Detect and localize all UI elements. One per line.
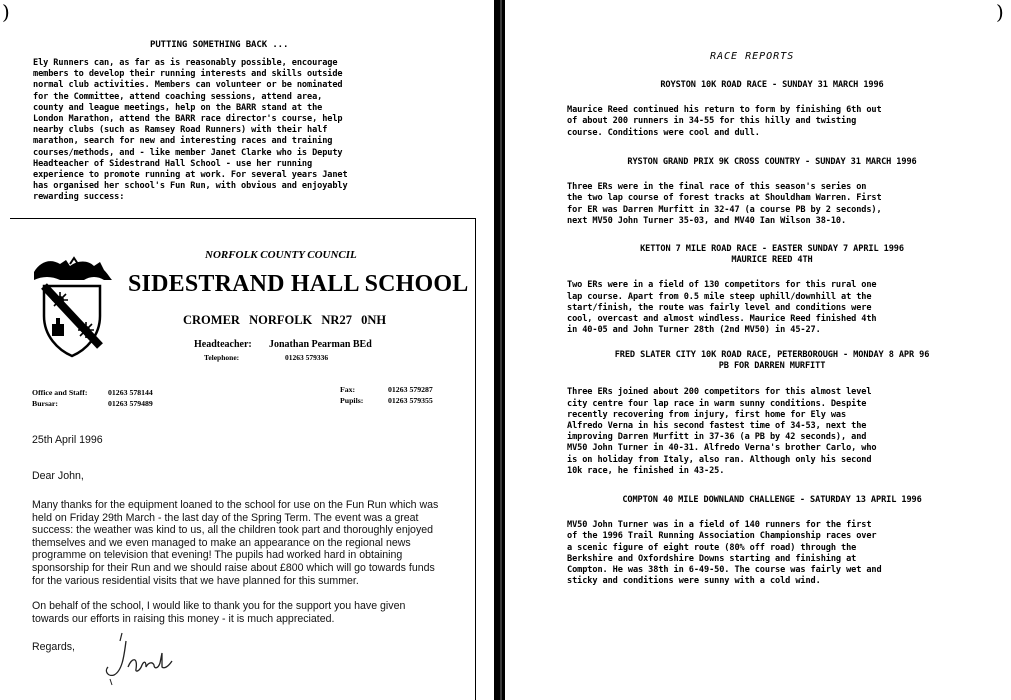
fax-label: Fax: [340,385,356,394]
letter-line: themselves and we even managed to make an appearance on the regional news [32,536,411,549]
race-report-line: sticky and conditions were sunny with a cold wind. [567,576,821,587]
race-report-heading-line: MAURICE REED 4TH [731,255,813,266]
putting-back-line: for the Committee, attend coaching sessions, attend area, [33,91,323,102]
race-report-line: start/finish, the route was fairly level and conditions were [567,302,872,313]
race-report-body [567,280,977,336]
letter-line: programme on television that evening! The pupils had worked hard in obtaining [32,549,403,562]
race-report-line: city centre four lap race in warm sunny conditions. Despite [567,398,867,409]
telephone-number: 01263 579336 [285,353,329,362]
putting-back-line: has organised her school's Fun Run, with obvious and enjoyably [33,181,348,192]
letter-line: success: the weather was kind to us, all the children took part and thoroughly enjoyed [32,524,434,537]
race-report-heading-line: PB FOR DARREN MURFITT [718,361,826,372]
race-report-heading [567,80,977,91]
putting-back-line: normal club activities. Members can volunteer or be nominated [33,80,343,91]
race-report-heading-line: FRED SLATER CITY 10K ROAD RACE, PETERBOROUGH - MONDAY 8 APR 96 [614,350,930,360]
council-name: NORFOLK COUNTY COUNCIL [205,249,357,261]
race-report-heading-line: COMPTON 40 MILE DOWNLAND CHALLENGE - SATURDAY 13 APRIL 1996 [622,495,922,505]
bursar-label: Bursar: [32,399,58,408]
race-report-line: the two lap course of forest tracks at Shouldham Warren. First [567,193,882,204]
race-report-section [567,157,977,227]
race-report-line: Berkshire and Oxfordshire Downs starting and finishing at [567,553,857,564]
race-report-heading [567,495,977,506]
race-report-line: recently recovering from injury, first home for Ely was [567,409,847,420]
letter-line: held on Friday 29th March - the last day of the Spring Term. The event was a great [32,511,419,524]
school-crest-icon [30,254,115,359]
book-spine-highlight [500,0,502,700]
letter-line: for the various residential visits that we have planned for this summer. [32,574,359,587]
race-report-heading [567,157,977,168]
letter-line: Many thanks for the equipment loaned to the school for use on the Fun Run which was [32,499,439,511]
race-reports-title: RACE REPORTS [710,51,795,62]
race-report-heading [567,350,977,372]
telephone-label: Telephone: [204,353,240,362]
race-report-line: Three ERs were in the final race of this season's series on [567,182,867,193]
race-report-section [567,80,977,139]
race-report-line: 10k race, he finished in 43-25. [567,465,725,476]
putting-back-line: rewarding success: [33,192,125,203]
race-report-line: for ER was Darren Murfitt in 32-47 (a course PB by 2 seconds), [567,204,882,215]
race-report-line: MV50 John Turner in 40-31. Alfredo Verna's brother Carlo, who [567,443,877,454]
race-report-body [567,182,977,227]
race-report-line: is on holiday from Italy, also ran. Although only his second [567,454,872,465]
race-report-body [567,105,977,139]
putting-back-heading: PUTTING SOMETHING BACK ... [150,40,289,50]
bursar-number: 01263 579489 [108,399,153,408]
letter-date: 25th April 1996 [32,434,103,446]
race-report-line: Compton. He was 38th in 6-49-50. The course was fairly wet and [567,565,882,576]
putting-back-line: courses/methods, and - like member Janet Clarke who is Deputy [33,147,343,158]
putting-back-line: Headteacher of Sidestrand Hall School - use her running [33,158,313,169]
race-report-line: Three ERs joined about 200 competitors for this almost level [567,387,872,398]
putting-back-line: nearby clubs (such as Ramsey Road Runners) with their half [33,125,328,136]
race-report-line: a scenic figure of eight route (80% off road) through the [567,542,857,553]
race-report-heading [567,244,977,266]
race-report-line: in 40-05 and John Turner 28th (2nd MV50) in 45-27. [567,325,821,336]
headteacher-label: Headteacher: [194,339,252,350]
race-report-body [567,520,977,587]
signature-icon [92,627,182,687]
race-report-line: next MV50 John Turner 35-03, and MV40 Ian Wilson 38-10. [567,215,847,226]
school-address: CROMER NORFOLK NR27 0NH [183,313,387,327]
race-report-line: Two ERs were in a field of 130 competitors for this rural one [567,280,877,291]
putting-back-line: county and league meetings, help on the BARR stand at the [33,102,323,113]
race-report-line: improving Darren Murfitt in 37-36 (a PB by 42 seconds), and [567,432,867,443]
putting-back-line: marathon, search for new and interesting races and training [33,136,333,147]
letter-line: towards our efforts in raising this money - it is much appreciated. [32,612,335,625]
letter-line: On behalf of the school, I would like to thank you for the support you have given [32,600,406,612]
race-report-heading-line: ROYSTON 10K ROAD RACE - SUNDAY 31 MARCH 1996 [660,80,884,90]
race-report-line: MV50 John Turner was in a field of 140 runners for the first [567,520,872,531]
school-letter [10,218,476,700]
putting-back-line: members to develop their running interests and skills outside [33,69,343,80]
putting-back-body [33,58,463,204]
headteacher-name: Jonathan Pearman BEd [269,339,372,350]
race-report-line: Alfredo Verna in his second fastest time of 34-53, next the [567,421,867,432]
letter-salutation: Dear John, [32,470,84,482]
race-report-line: lap course. Apart from 0.5 mile steep uphill/downhill at the [567,291,872,302]
race-report-section [567,244,977,336]
letter-line: sponsorship for their Run and we should raise about £800 which will go towards funds [32,561,435,574]
race-report-section [567,495,977,587]
fax-number: 01263 579287 [388,385,433,394]
letter-paragraph-1 [32,499,472,587]
left-corner-mark: ) [2,0,10,24]
race-report-line: cool, overcast and almost windless. Maurice Reed finished 4th [567,314,877,325]
race-report-body [567,387,977,477]
race-report-line: of the 1996 Trail Running Association Championship races over [567,531,877,542]
pupils-number: 01263 579355 [388,396,433,405]
race-report-heading-line: KETTON 7 MILE ROAD RACE - EASTER SUNDAY 7 APRIL 1996 [640,244,904,254]
school-name: SIDESTRAND HALL SCHOOL [128,271,469,297]
office-label: Office and Staff: [32,388,88,397]
pupils-label: Pupils: [340,396,364,405]
office-number: 01263 578144 [108,388,153,397]
letter-closing: Regards, [32,641,75,653]
race-report-line: course. Conditions were cool and dull. [567,127,760,138]
race-report-line: of about 200 runners in 34-55 for this hilly and twisting [567,116,857,127]
race-report-heading-line: RYSTON GRAND PRIX 9K CROSS COUNTRY - SUNDAY 31 MARCH 1996 [627,157,917,167]
putting-back-line: Ely Runners can, as far as is reasonably possible, encourage [33,58,338,68]
putting-back-line: experience to promote running at work. For several years Janet [33,170,348,181]
race-report-section [567,350,977,477]
putting-back-line: London Marathon, attend the BARR race director's course, help [33,114,343,125]
race-report-line: Maurice Reed continued his return to form by finishing 6th out [567,105,882,116]
right-corner-mark: ) [996,0,1004,24]
letter-paragraph-2 [32,600,472,625]
